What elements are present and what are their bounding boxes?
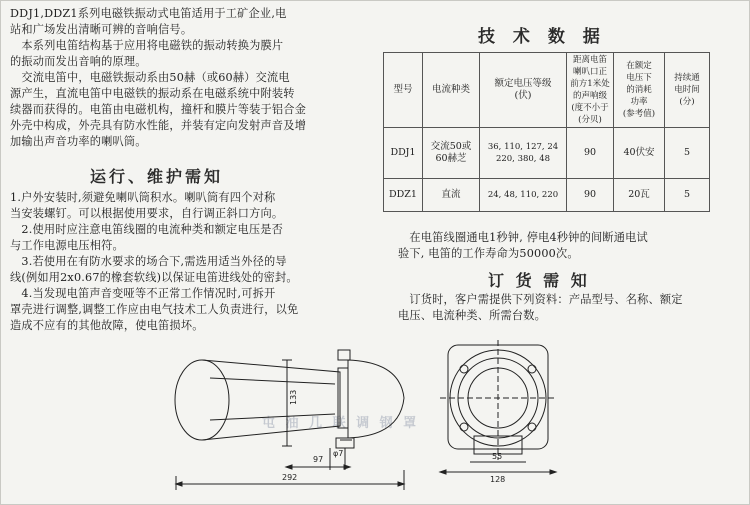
row1-model: DDJ1 [384,128,423,179]
header-voltage-label: 额定电压等级 [494,78,552,89]
intro-text: DDJ1,DDZ1系列电磁铁振动式电笛适用于工矿企业,电 站和广场发出清晰可辨的音响信号。 本系列电笛结构基于应用将电磁铁的振动转换为膜片 的振动而发出音响的原理。 交流电笛中，电磁铁振动系由50赫（或60赫）交流电 源产生，直流电笛中电磁铁的振动系在电磁系统中附装转 续器而获得的。电笛由电磁机构，撞杆和膜片等装于铝合金 外壳中构成，外壳具有防水性能，并装有定向发射声音及增 加输出声音功率的喇叭筒。 [10,7,307,148]
header-voltage-unit: (伏) [514,90,532,101]
row2-current: 直流 [423,179,480,212]
maintenance-items: 1.户外安装时,须避免喇叭筒积水。喇叭筒有四个对称 当安装螺钉。可以根据使用要求，自行调正斜口方向。 2.使用时应注意电笛线圈的电流种类和额定电压是否 与工作电源电压相符。 3.若使用在有防水要求的场合下,需选用适当外径的导 线(例如用2x0.67的橡套软线)以保证电笛进线处的密封。 4.当发现电笛声音变哑等不正常工作情况时,可拆开 罩壳进行调整,调整工作应由电气技术工人负责进行，以免 造成不应有的其他故障，使电笛损坏。 [10,191,299,332]
row2-voltage: 24, 48, 110, 220 [480,179,567,212]
row2-power: 20瓦 [614,179,665,212]
row1-power: 40伏安 [614,128,665,179]
row2-sound: 90 [567,179,614,212]
row2-model: DDZ1 [384,179,423,212]
header-power: 在额定 电压下 的消耗 功率 (参考值) [614,53,665,128]
row2-duration: 5 [665,179,710,212]
tech-data-title: 技 术 数 据 [478,27,606,47]
dim-97: 97 [313,455,324,464]
dim-55: 55 [492,452,503,461]
order-heading: 订 货 需 知 [488,271,590,290]
bleed-through-text: 屯 油 几 联 调 钢 罩 [262,416,420,431]
header-sound: 距离电笛 喇叭口正 前方1米处 的声响级 (度不小于 (分贝) [567,53,614,128]
header-current: 电流种类 [423,53,480,128]
row1-duration: 5 [665,128,710,179]
header-duration: 持续通 电时间 (分) [665,53,710,128]
test-description: 在电笛线圈通电1秒钟, 停电4秒钟的间断通电试 验下, 电笛的工作寿命为50000次。 [398,231,648,260]
side-view-drawing [175,350,404,490]
dim-292: 292 [282,473,298,482]
row1-voltage: 36, 110, 127, 24 220, 380, 48 [480,128,567,179]
dim-phi7: φ7 [333,449,344,458]
dim-133: 133 [289,389,298,405]
dim-128: 128 [490,475,506,484]
row1-sound: 90 [567,128,614,179]
row1-current: 交流50或 60赫芝 [423,128,480,179]
header-model: 型号 [384,53,423,128]
order-text: 订货时，客户需提供下列资料：产品型号、名称、额定 电压、电流种类、所需台数。 [398,293,683,322]
operation-heading: 运行、维护需知 [90,167,224,186]
